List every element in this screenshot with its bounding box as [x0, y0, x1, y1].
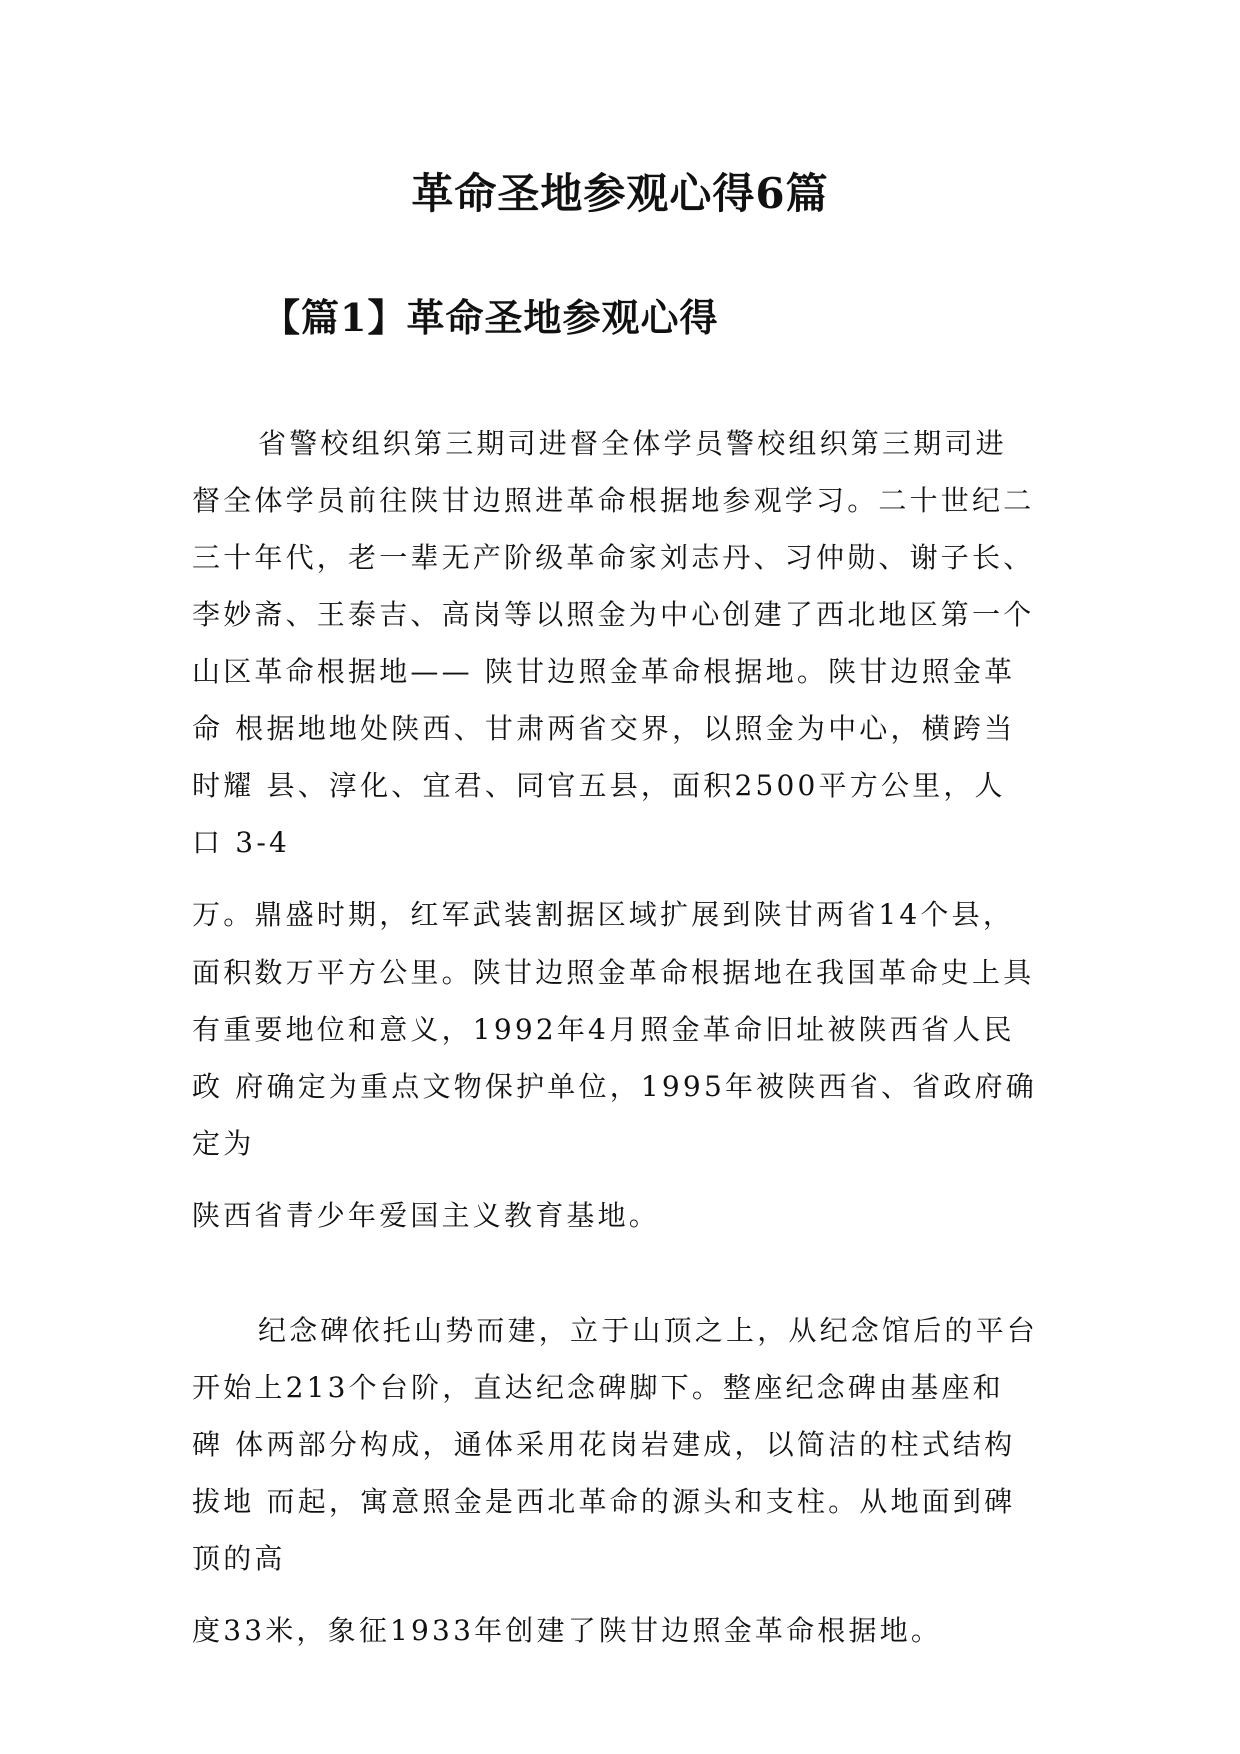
paragraph-line: 山区革命根据地—— 陕甘边照金革命根据地。陕甘边照金革 [192, 655, 1016, 688]
paragraph-line: 三十年代，老一辈无产阶级革命家刘志丹、习仲勋、谢子长、 [192, 541, 1035, 574]
paragraph-line: 顶的高 [192, 1542, 286, 1575]
paragraph-line: 有重要地位和意义，1992年4月照金革命旧址被陕西省人民 [192, 1013, 1015, 1046]
paragraph-line: 政 府确定为重点文物保护单位，1995年被陕西省、省政府确 [192, 1070, 1037, 1103]
paragraph-line: 口 3-4 [192, 826, 290, 859]
paragraph-line: 万。鼎盛时期，红军武装割据区域扩展到陕甘两省14个县， [192, 898, 1015, 931]
paragraph-line: 开始上213个台阶，直达纪念碑脚下。整座纪念碑由基座和 [192, 1371, 1004, 1404]
document-title: 革命圣地参观心得6篇 [411, 169, 829, 218]
section-heading: 【篇1】革命圣地参观心得 [262, 295, 719, 340]
paragraph-line: 面积数万平方公里。陕甘边照金革命根据地在我国革命史上具 [192, 956, 1035, 989]
paragraph-line: 纪念碑依托山势而建，立于山顶之上，从纪念馆后的平台 [258, 1314, 1039, 1347]
paragraph-line: 碑 体两部分构成，通体采用花岗岩建成，以简洁的柱式结构 [192, 1428, 1016, 1461]
paragraph-line: 命 根据地地处陕西、甘肃两省交界，以照金为中心，横跨当 [192, 712, 1016, 745]
paragraph-line: 度33米，象征1933年创建了陕甘边照金革命根据地。 [192, 1614, 943, 1647]
paragraph-line: 李妙斋、王泰吉、高岗等以照金为中心创建了西北地区第一个 [192, 598, 1035, 631]
paragraph-line: 督全体学员前往陕甘边照进革命根据地参观学习。二十世纪二 [192, 484, 1035, 517]
paragraph-line: 时耀 县、淳化、宜君、同官五县，面积2500平方公里，人 [192, 769, 1006, 802]
paragraph-line: 定为 [192, 1127, 255, 1160]
paragraph-line: 省警校组织第三期司进督全体学员警校组织第三期司进 [258, 427, 1007, 460]
paragraph-line: 拔地 而起，寓意照金是西北革命的源头和支柱。从地面到碑 [192, 1485, 1016, 1518]
paragraph-line: 陕西省青少年爱国主义教育基地。 [192, 1199, 661, 1232]
